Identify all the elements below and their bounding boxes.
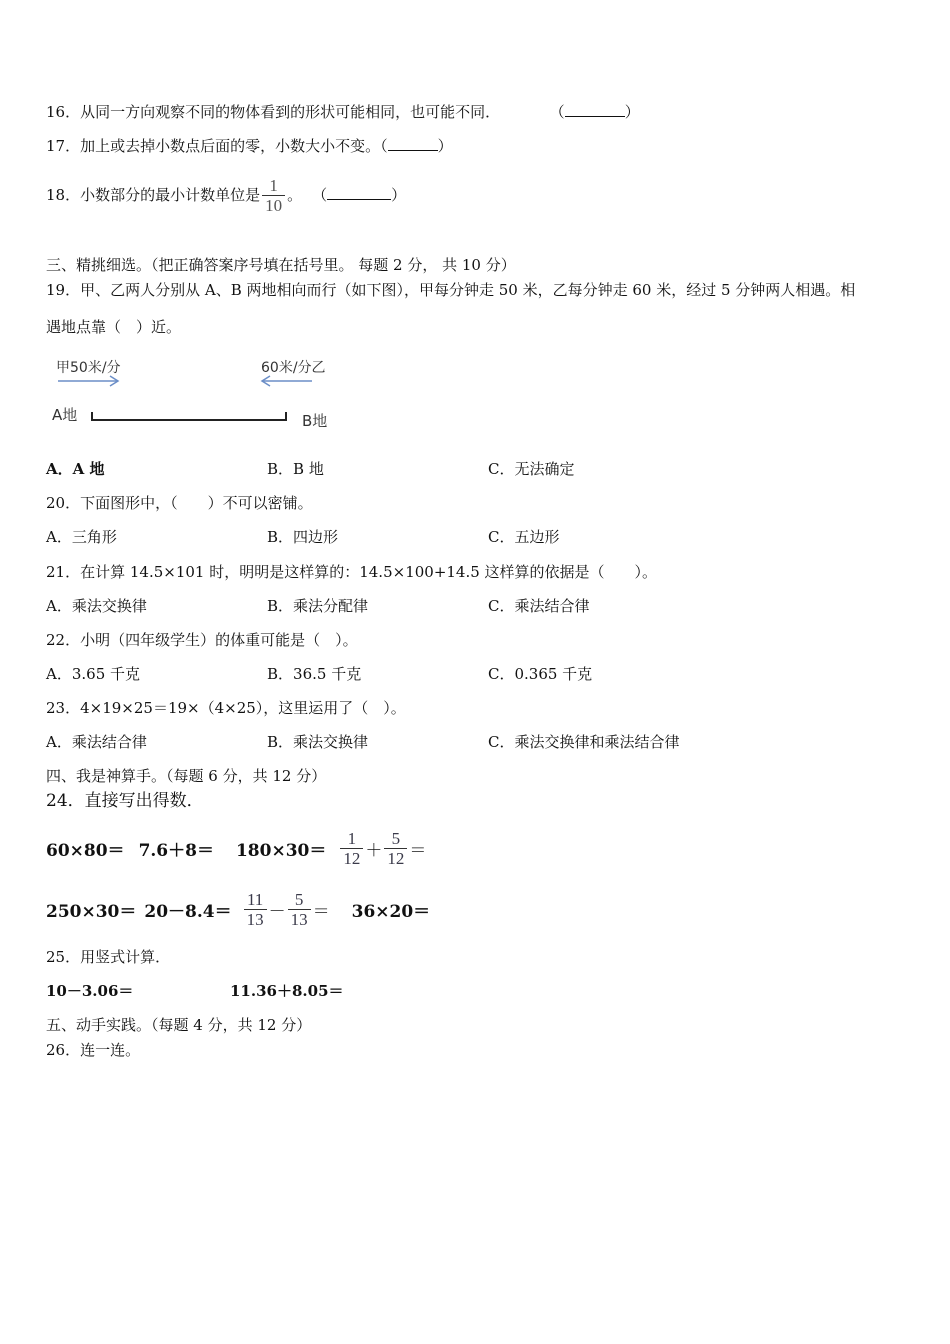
- q20-option-c[interactable]: C．五边形: [488, 528, 560, 546]
- arrow-right-icon: [58, 376, 118, 386]
- question-16: [46, 102, 640, 122]
- q20-option-b[interactable]: B．四边形: [267, 528, 339, 546]
- q22-option-b[interactable]: B．36.5 千克: [267, 665, 362, 683]
- question-number: 16．: [46, 103, 81, 121]
- answer-blank[interactable]: （ ）: [312, 186, 407, 204]
- q21-option-a[interactable]: A．乘法交换律: [46, 597, 147, 615]
- question-18: 18． 小数部分的最小计数单位是 $\frac{1}{10}$ 。 （ ）: [46, 175, 407, 215]
- question-19-figure: [46, 350, 346, 440]
- expr-7.6plus8: 7.6＋8＝: [138, 840, 214, 861]
- question-text: 加上或去掉小数点后面的零，小数大小不变。: [80, 137, 381, 155]
- question-24-title: 24．直接写出得数．: [46, 791, 204, 811]
- point-b-label: B地: [302, 412, 328, 430]
- q24-row-2: 250×30＝ 20－8.4＝ $\frac{11}{13}$ － $\frac{5}{13}$ ＝ 36×20＝: [46, 889, 431, 929]
- expr-20minus8.4: 20－8.4＝: [144, 901, 232, 922]
- expr-180x30: 180×30＝: [235, 840, 327, 861]
- question-text: 从同一方向观察不同的物体看到的形状可能相同，也可能不同．: [80, 103, 501, 121]
- question-19-line-2: 遇地点靠（ ）近。: [46, 318, 182, 336]
- q23-option-b[interactable]: B．乘法交换律: [267, 733, 369, 751]
- question-26-title: 26．连一连。: [46, 1041, 141, 1059]
- q19-option-a[interactable]: A．A 地: [46, 460, 105, 478]
- q23-option-c[interactable]: C．乘法交换律和乘法结合律: [488, 733, 680, 751]
- answer-blank[interactable]: （ ）: [380, 137, 453, 155]
- question-25-title: 25．用竖式计算．: [46, 948, 171, 966]
- distance-segment: [92, 412, 286, 421]
- section-5-title: 五、动手实践。（每题 4 分，共 12 分）: [46, 1016, 312, 1034]
- answer-blank[interactable]: （ ）: [549, 103, 640, 121]
- vertical-calc-1: 10－3.06＝: [46, 982, 134, 1000]
- expr-36x20: 36×20＝: [351, 901, 431, 922]
- q24-row-1: 60×80＝ 7.6＋8＝ 180×30＝ $\frac{1}{12}$ ＋ $\frac{5}{12}$ ＝: [46, 828, 427, 868]
- question-17: [46, 136, 453, 156]
- q21-option-c[interactable]: C．乘法结合律: [488, 597, 590, 615]
- fraction-1-12: $\frac{1}{12}$: [340, 829, 363, 868]
- q22-option-a[interactable]: A．3.65 千克: [46, 665, 140, 683]
- fraction: $\frac{1}{10}$: [262, 176, 285, 215]
- question-20: 20．下面图形中，（ ）不可以密铺。: [46, 494, 313, 512]
- question-text: 小数部分的最小计数单位是: [80, 186, 261, 204]
- fraction-11-13: $\frac{11}{13}$: [244, 890, 267, 929]
- label-jia-speed: 甲50米/分: [56, 360, 121, 376]
- arrow-left-icon: [262, 376, 312, 386]
- vertical-calc-2: 11.36＋8.05＝: [230, 982, 344, 1000]
- label-yi-speed: 60米/分乙: [261, 360, 326, 376]
- fraction-5-13: $\frac{5}{13}$: [288, 890, 311, 929]
- q19-option-b[interactable]: B．B 地: [267, 460, 324, 478]
- q23-option-a[interactable]: A．乘法结合律: [46, 733, 147, 751]
- question-21: 21．在计算 14.5×101 时，明明是这样算的：14.5×100+14.5 这样算的依据是（ ）。: [46, 563, 658, 581]
- expr-250x30: 250×30＝: [46, 901, 137, 922]
- question-number: 18．: [46, 186, 81, 204]
- expr-60x80: 60×80＝: [46, 840, 125, 861]
- q21-option-b[interactable]: B．乘法分配律: [267, 597, 369, 615]
- q19-option-c[interactable]: C．无法确定: [488, 460, 575, 478]
- question-19-line-1: 19．甲、乙两人分别从 A、B 两地相向而行（如下图），甲每分钟走 50 米，乙每分钟走 60 米，经过 5 分钟两人相遇。相: [46, 281, 856, 299]
- q22-option-c[interactable]: C．0.365 千克: [488, 665, 593, 683]
- section-3-title: 三、精挑细选。（把正确答案序号填在括号里。 每题 2 分， 共 10 分）: [46, 256, 516, 274]
- question-number: 17．: [46, 137, 81, 155]
- question-22: 22．小明（四年级学生）的体重可能是（ ）。: [46, 631, 358, 649]
- section-4-title: 四、我是神算手。（每题 6 分，共 12 分）: [46, 767, 327, 785]
- question-23: 23．4×19×25＝19×（4×25），这里运用了（ ）。: [46, 699, 406, 717]
- q20-option-a[interactable]: A．三角形: [46, 528, 117, 546]
- fraction-5-12: $\frac{5}{12}$: [384, 829, 407, 868]
- point-a-label: A地: [52, 406, 78, 424]
